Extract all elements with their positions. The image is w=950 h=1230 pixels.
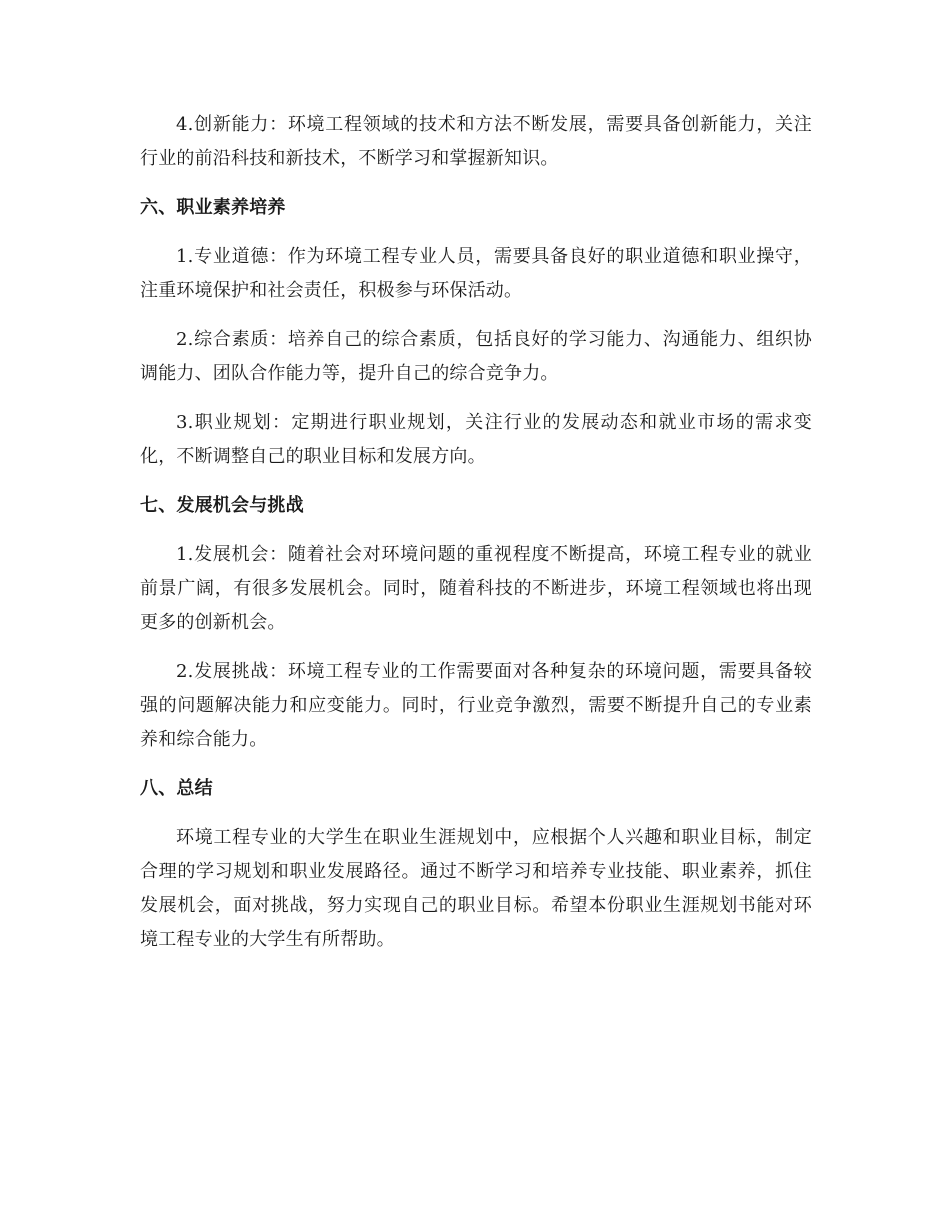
section-heading-professional-quality: 六、职业素养培养: [140, 197, 286, 218]
section-heading-opportunities-challenges: 七、发展机会与挑战: [140, 495, 304, 516]
paragraph-professional-ethics: 1.专业道德：作为环境工程专业人员，需要具备良好的职业道德和职业操守，注重环境保护和社会责任，积极参与环保活动。: [140, 246, 812, 301]
document-body: [140, 108, 812, 972]
paragraph-development-opportunities: 1.发展机会：随着社会对环境问题的重视程度不断提高，环境工程专业的就业前景广阔，有很多发展机会。同时，随着科技的不断进步，环境工程领域也将出现更多的创新机会。: [140, 544, 812, 633]
paragraph-summary: 环境工程专业的大学生在职业生涯规划中，应根据个人兴趣和职业目标，制定合理的学习规划和职业发展路径。通过不断学习和培养专业技能、职业素养，抓住发展机会，面对挑战，努力实现自己的职业目标。希望本份职业生涯规划书能对环境工程专业的大学生有所帮助。: [140, 827, 812, 950]
paragraph-comprehensive-quality: 2.综合素质：培养自己的综合素质，包括良好的学习能力、沟通能力、组织协调能力、团队合作能力等，提升自己的综合竞争力。: [140, 329, 812, 384]
paragraph-career-planning: 3.职业规划：定期进行职业规划，关注行业的发展动态和就业市场的需求变化，不断调整自己的职业目标和发展方向。: [140, 412, 812, 467]
section-heading-summary: 八、总结: [140, 778, 213, 799]
paragraph-innovation-ability: 4.创新能力：环境工程领域的技术和方法不断发展，需要具备创新能力，关注行业的前沿科技和新技术，不断学习和掌握新知识。: [140, 114, 812, 169]
paragraph-development-challenges: 2.发展挑战：环境工程专业的工作需要面对各种复杂的环境问题，需要具备较强的问题解决能力和应变能力。同时，行业竞争激烈，需要不断提升自己的专业素养和综合能力。: [140, 661, 812, 750]
